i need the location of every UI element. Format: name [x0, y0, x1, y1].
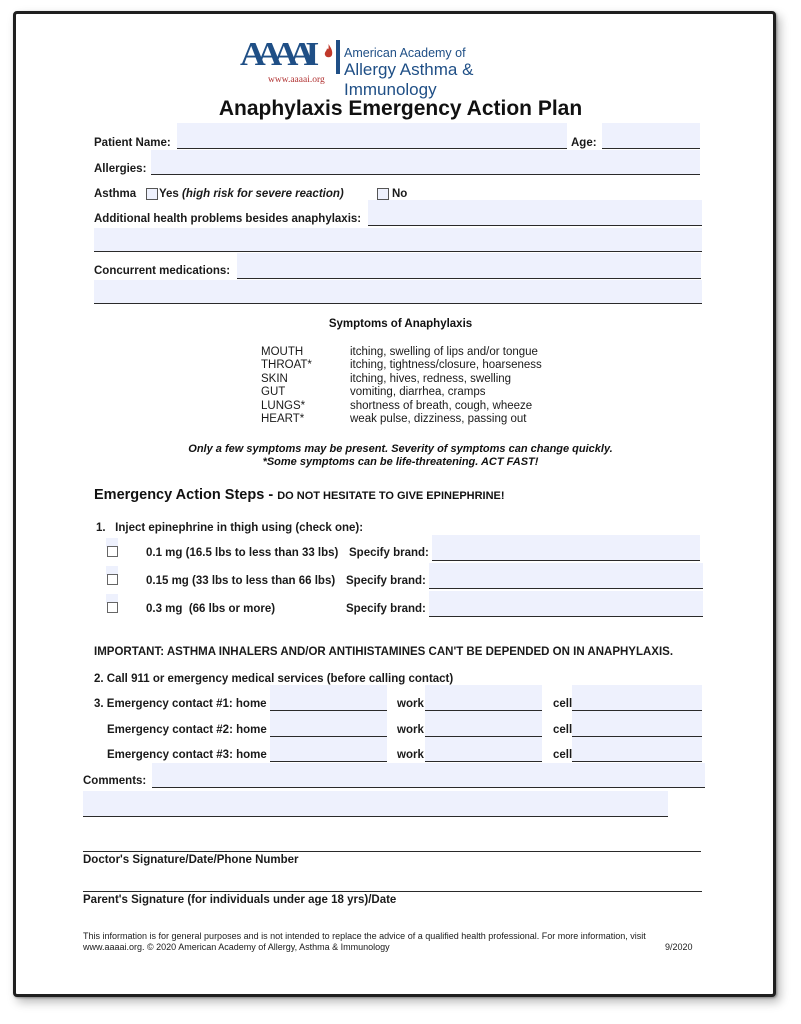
age-field[interactable]: [602, 123, 700, 149]
contact-3-cell-label: cell: [553, 749, 573, 761]
dose-0.1mg-checkbox[interactable]: [107, 546, 118, 557]
step-1-label: 1. Inject epinephrine in thigh using (check one):: [96, 522, 364, 534]
contact-3-home-field[interactable]: [270, 737, 387, 762]
brand-field-0.3mg[interactable]: [429, 591, 703, 617]
contact-2-home-field[interactable]: [270, 711, 387, 737]
medications-label: Concurrent medications:: [94, 265, 231, 277]
contact-1-work-field[interactable]: [425, 685, 542, 711]
dose-0.3mg-checkbox[interactable]: [107, 602, 118, 613]
brand-label: Specify brand:: [346, 603, 426, 615]
contact-2-work-label: work: [397, 724, 424, 736]
patient-name-label: Patient Name:: [94, 137, 171, 149]
symptom-row: MOUTH itching, swelling of lips and/or tongue: [261, 346, 538, 358]
contact-1-work-label: work: [397, 698, 424, 710]
additional-problems-field[interactable]: [368, 200, 702, 226]
action-steps-heading: Emergency Action Steps - DO NOT HESITATE TO GIVE EPINEPHRINE!: [94, 487, 505, 503]
parent-signature-line[interactable]: [83, 891, 702, 892]
symptom-row: GUT vomiting, diarrhea, cramps: [261, 386, 486, 399]
brand-label: Specify brand:: [349, 547, 429, 559]
symptoms-note-1: Only a few symptoms may be present. Severity of symptoms can change quickly.: [188, 443, 613, 455]
comments-field-line2[interactable]: [83, 791, 668, 817]
medications-field-line2[interactable]: [94, 280, 702, 304]
flame-icon: [324, 44, 333, 60]
symptoms-heading: Symptoms of Anaphylaxis: [328, 318, 473, 330]
medications-field[interactable]: [237, 253, 701, 279]
step-2-label: 2. Call 911 or emergency medical services (before calling contact): [94, 673, 454, 685]
asthma-yes-checkbox[interactable]: [146, 188, 158, 200]
dose-0.15mg-checkbox[interactable]: [107, 574, 118, 585]
footer-disclaimer-line2: www.aaaai.org. © 2020 American Academy of Allergy, Asthma & Immunology: [83, 942, 390, 952]
contact-1-label: 3. Emergency contact #1: home: [94, 698, 267, 710]
logo: [240, 36, 560, 99]
contact-3-work-field[interactable]: [425, 737, 542, 762]
logo-mark: AAAAI: [240, 36, 310, 73]
contact-1-cell-label: cell: [553, 698, 573, 710]
doctor-signature-line[interactable]: [83, 851, 701, 852]
doctor-signature-label: Doctor's Signature/Date/Phone Number: [83, 854, 299, 866]
symptom-row: SKIN itching, hives, redness, swelling: [261, 372, 512, 385]
footer-date: 9/2020: [665, 942, 693, 952]
contact-3-label: Emergency contact #3: home: [107, 749, 267, 761]
contact-3-cell-field[interactable]: [572, 737, 702, 762]
asthma-label: Asthma: [94, 188, 137, 200]
asthma-no-checkbox[interactable]: [377, 188, 389, 200]
important-warning: IMPORTANT: ASTHMA INHALERS AND/OR ANTIHISTAMINES CAN'T BE DEPENDED ON IN ANAPHYLAXIS.: [94, 646, 674, 658]
brand-label: Specify brand:: [346, 575, 426, 587]
comments-field[interactable]: [152, 763, 705, 788]
page-title: Anaphylaxis Emergency Action Plan: [218, 97, 583, 120]
footer-disclaimer-line1: This information is for general purposes and is not intended to replace the advice of a qualified health professional. For more information, visit: [83, 931, 646, 941]
age-label: Age:: [571, 137, 597, 149]
brand-field-0.1mg[interactable]: [432, 535, 700, 561]
asthma-no-label: No: [392, 188, 408, 200]
symptoms-note-2: *Some symptoms can be life-threatening. ACT FAST!: [262, 456, 539, 468]
logo-bar: [336, 40, 340, 74]
comments-label: Comments:: [83, 775, 147, 787]
brand-field-0.15mg[interactable]: [429, 563, 703, 589]
contact-2-work-field[interactable]: [425, 711, 542, 737]
contact-2-cell-label: cell: [553, 724, 573, 736]
asthma-yes-label: Yes (high risk for severe reaction): [159, 188, 344, 200]
action-steps-emphasis: DO NOT HESITATE TO GIVE EPINEPHRINE!: [277, 490, 505, 502]
symptoms-table: [261, 346, 542, 426]
symptom-row: HEART* weak pulse, dizziness, passing out: [261, 413, 527, 426]
logo-org-line1: American Academy of: [344, 46, 466, 60]
allergies-label: Allergies:: [94, 163, 147, 175]
contact-3-work-label: work: [397, 749, 424, 761]
allergies-field[interactable]: [151, 150, 700, 175]
symptom-row: LUNGS* shortness of breath, cough, wheeze: [261, 399, 533, 412]
dose-label: 0.1 mg (16.5 lbs to less than 33 lbs): [146, 547, 339, 559]
asthma-yes-note: (high risk for severe reaction): [182, 188, 344, 200]
parent-signature-label: Parent's Signature (for individuals under age 18 yrs)/Date: [83, 894, 397, 906]
additional-problems-field-line2[interactable]: [94, 228, 702, 252]
logo-org-line2: Allergy Asthma & Immunology: [344, 60, 474, 99]
contact-1-home-field[interactable]: [270, 685, 387, 711]
dose-label: 0.3 mg (66 lbs or more): [146, 603, 276, 615]
contact-1-cell-field[interactable]: [572, 685, 702, 711]
contact-2-cell-field[interactable]: [572, 711, 702, 737]
logo-url: www.aaaai.org: [268, 75, 325, 85]
symptom-row: THROAT* itching, tightness/closure, hoarseness: [261, 359, 542, 372]
contact-2-label: Emergency contact #2: home: [107, 724, 267, 736]
additional-problems-label: Additional health problems besides anaphylaxis:: [94, 213, 362, 225]
patient-name-field[interactable]: [177, 123, 567, 149]
dose-label: 0.15 mg (33 lbs to less than 66 lbs): [146, 575, 336, 587]
